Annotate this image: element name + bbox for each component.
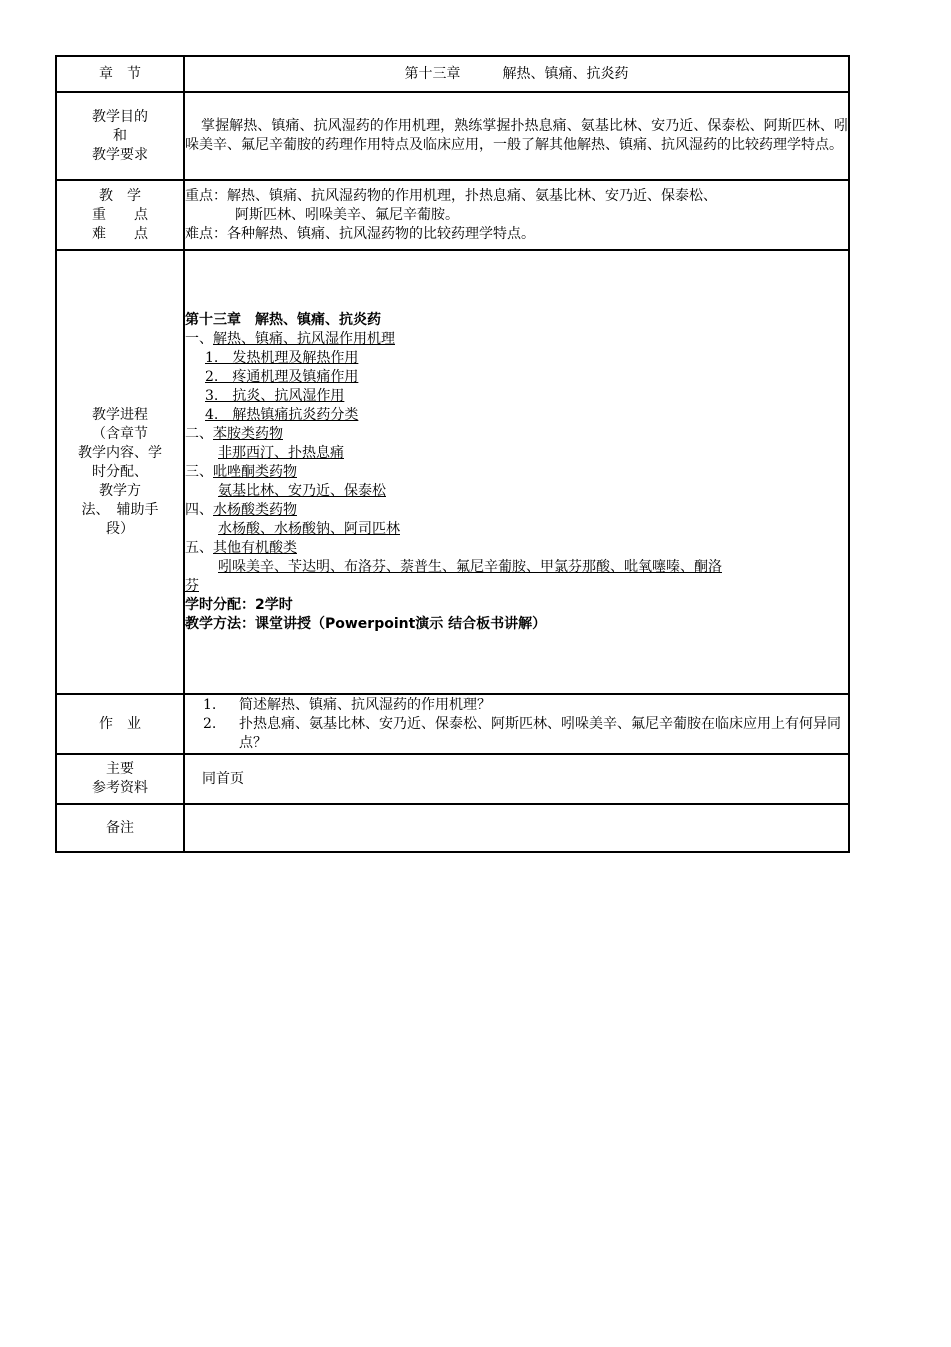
section-prefix: 二、 bbox=[185, 425, 213, 442]
section-title-2 bbox=[185, 425, 848, 444]
hours-allocation: 学时分配：2学时 bbox=[185, 596, 293, 613]
homework-row bbox=[56, 694, 849, 754]
homework-number: 2. bbox=[203, 715, 217, 732]
key-points-label-line: 难 点 bbox=[92, 225, 148, 242]
section-prefix: 三、 bbox=[185, 463, 213, 480]
section-detail-wrap bbox=[185, 577, 848, 596]
section-item bbox=[185, 406, 848, 425]
chapter-value: 第十三章 解热、镇痛、抗炎药 bbox=[404, 65, 629, 82]
section-prefix: 一、 bbox=[185, 330, 213, 347]
section-detail-text: 水杨酸、水杨酸钠、阿司匹林 bbox=[218, 520, 400, 537]
section-item-text: 2. 疼通机理及镇痛作用 bbox=[205, 368, 359, 385]
section-title-5 bbox=[185, 539, 848, 558]
homework-text: 扑热息痛、氨基比林、安乃近、保泰松、阿斯匹林、吲哚美辛、氟尼辛葡胺在临床应用上有何异同点？ bbox=[239, 715, 841, 751]
section-item-text: 1. 发热机理及解热作用 bbox=[205, 349, 359, 366]
references-row bbox=[56, 754, 849, 804]
section-detail-text: 非那西汀、扑热息痛 bbox=[218, 444, 344, 461]
process-label-line: 教学内容、学 bbox=[78, 444, 162, 461]
references-label-line: 主要 bbox=[106, 761, 134, 777]
section-title-text: 苯胺类药物 bbox=[213, 425, 283, 442]
section-item-text: 4. 解热镇痛抗炎药分类 bbox=[205, 406, 359, 423]
homework-item bbox=[185, 715, 848, 753]
references-value: 同首页 bbox=[202, 770, 244, 787]
section-detail-text: 芬 bbox=[185, 577, 199, 594]
references-label bbox=[56, 754, 184, 804]
process-label-line: 法、 辅助手 bbox=[81, 501, 159, 518]
homework-label: 作 业 bbox=[56, 694, 184, 754]
chapter-label: 章 节 bbox=[56, 56, 184, 92]
process-label bbox=[56, 250, 184, 694]
difficult-point-line: 难点：各种解热、镇痛、抗风湿药物的比较药理学特点。 bbox=[185, 225, 535, 242]
references-cell bbox=[184, 754, 849, 804]
objectives-label-line: 教学要求 bbox=[92, 146, 148, 163]
chapter-row bbox=[56, 56, 849, 92]
teaching-method: 教学方法：课堂讲授（Powerpoint演示 结合板书讲解） bbox=[185, 615, 547, 632]
key-points-label-line: 教 学 bbox=[99, 187, 141, 204]
key-point-line-2: 阿斯匹林、吲哚美辛、氟尼辛葡胺。 bbox=[235, 206, 459, 223]
key-point-prefix: 重点： bbox=[185, 187, 227, 204]
section-item bbox=[185, 368, 848, 387]
section-title-3 bbox=[185, 463, 848, 482]
homework-number: 1. bbox=[203, 696, 217, 713]
remarks-label: 备注 bbox=[56, 804, 184, 852]
section-detail-text: 氨基比林、安乃近、保泰松 bbox=[218, 482, 386, 499]
section-title-1 bbox=[185, 330, 848, 349]
objectives-row bbox=[56, 92, 849, 180]
section-item-text: 3. 抗炎、抗风湿作用 bbox=[205, 387, 345, 404]
objectives-text: 掌握解热、镇痛、抗风湿药的作用机理，熟练掌握扑热息痛、氨基比林、安乃近、保泰松、阿斯匹林、吲哚美辛、氟尼辛葡胺的药理作用特点及临床应用，一般了解其他解热、镇痛、抗风湿药的比较药理学特点。 bbox=[185, 118, 848, 153]
section-prefix: 五、 bbox=[185, 539, 213, 556]
section-title-text: 解热、镇痛、抗风湿作用机理 bbox=[213, 330, 395, 347]
section-detail-text: 吲哚美辛、苄达明、布洛芬、萘普生、氟尼辛葡胺、甲氯芬那酸、吡氧噻嗪、酮洛 bbox=[218, 558, 722, 575]
remarks-value bbox=[184, 804, 849, 852]
section-title-4 bbox=[185, 501, 848, 520]
process-heading: 第十三章 解热、镇痛、抗炎药 bbox=[185, 311, 381, 328]
section-detail bbox=[185, 482, 848, 501]
section-detail bbox=[185, 520, 848, 539]
section-detail bbox=[185, 444, 848, 463]
objectives-cell bbox=[184, 92, 849, 180]
section-title-text: 水杨酸类药物 bbox=[213, 501, 297, 518]
key-points-cell bbox=[184, 180, 849, 250]
key-point-line bbox=[185, 187, 848, 206]
homework-cell bbox=[184, 694, 849, 754]
process-cell bbox=[184, 250, 849, 694]
key-points-label-line: 重 点 bbox=[92, 206, 148, 223]
process-label-line: 段） bbox=[106, 520, 134, 537]
key-point-text: 解热、镇痛、抗风湿药物的作用机理，扑热息痛、氨基比林、安乃近、保泰松、 bbox=[227, 187, 717, 204]
chapter-value-cell bbox=[184, 56, 849, 92]
homework-text: 简述解热、镇痛、抗风湿药的作用机理？ bbox=[239, 696, 491, 713]
process-row bbox=[56, 250, 849, 694]
section-prefix: 四、 bbox=[185, 501, 213, 518]
process-label-line: 时分配、 bbox=[92, 463, 148, 480]
remarks-row bbox=[56, 804, 849, 852]
process-label-line: 教学进程 bbox=[92, 406, 148, 423]
lesson-plan-table bbox=[55, 55, 850, 853]
objectives-label-line: 教学目的 bbox=[92, 108, 148, 125]
process-label-line: 教学方 bbox=[99, 482, 141, 499]
section-title-text: 其他有机酸类 bbox=[213, 539, 297, 556]
section-item bbox=[185, 387, 848, 406]
references-label-line: 参考资料 bbox=[92, 780, 148, 796]
key-points-label bbox=[56, 180, 184, 250]
key-points-row bbox=[56, 180, 849, 250]
objectives-label bbox=[56, 92, 184, 180]
section-detail bbox=[185, 558, 848, 577]
homework-item bbox=[185, 696, 848, 715]
objectives-label-line: 和 bbox=[113, 127, 127, 144]
section-item bbox=[185, 349, 848, 368]
process-label-line: （含章节 bbox=[92, 425, 148, 442]
section-title-text: 吡唑酮类药物 bbox=[213, 463, 297, 480]
